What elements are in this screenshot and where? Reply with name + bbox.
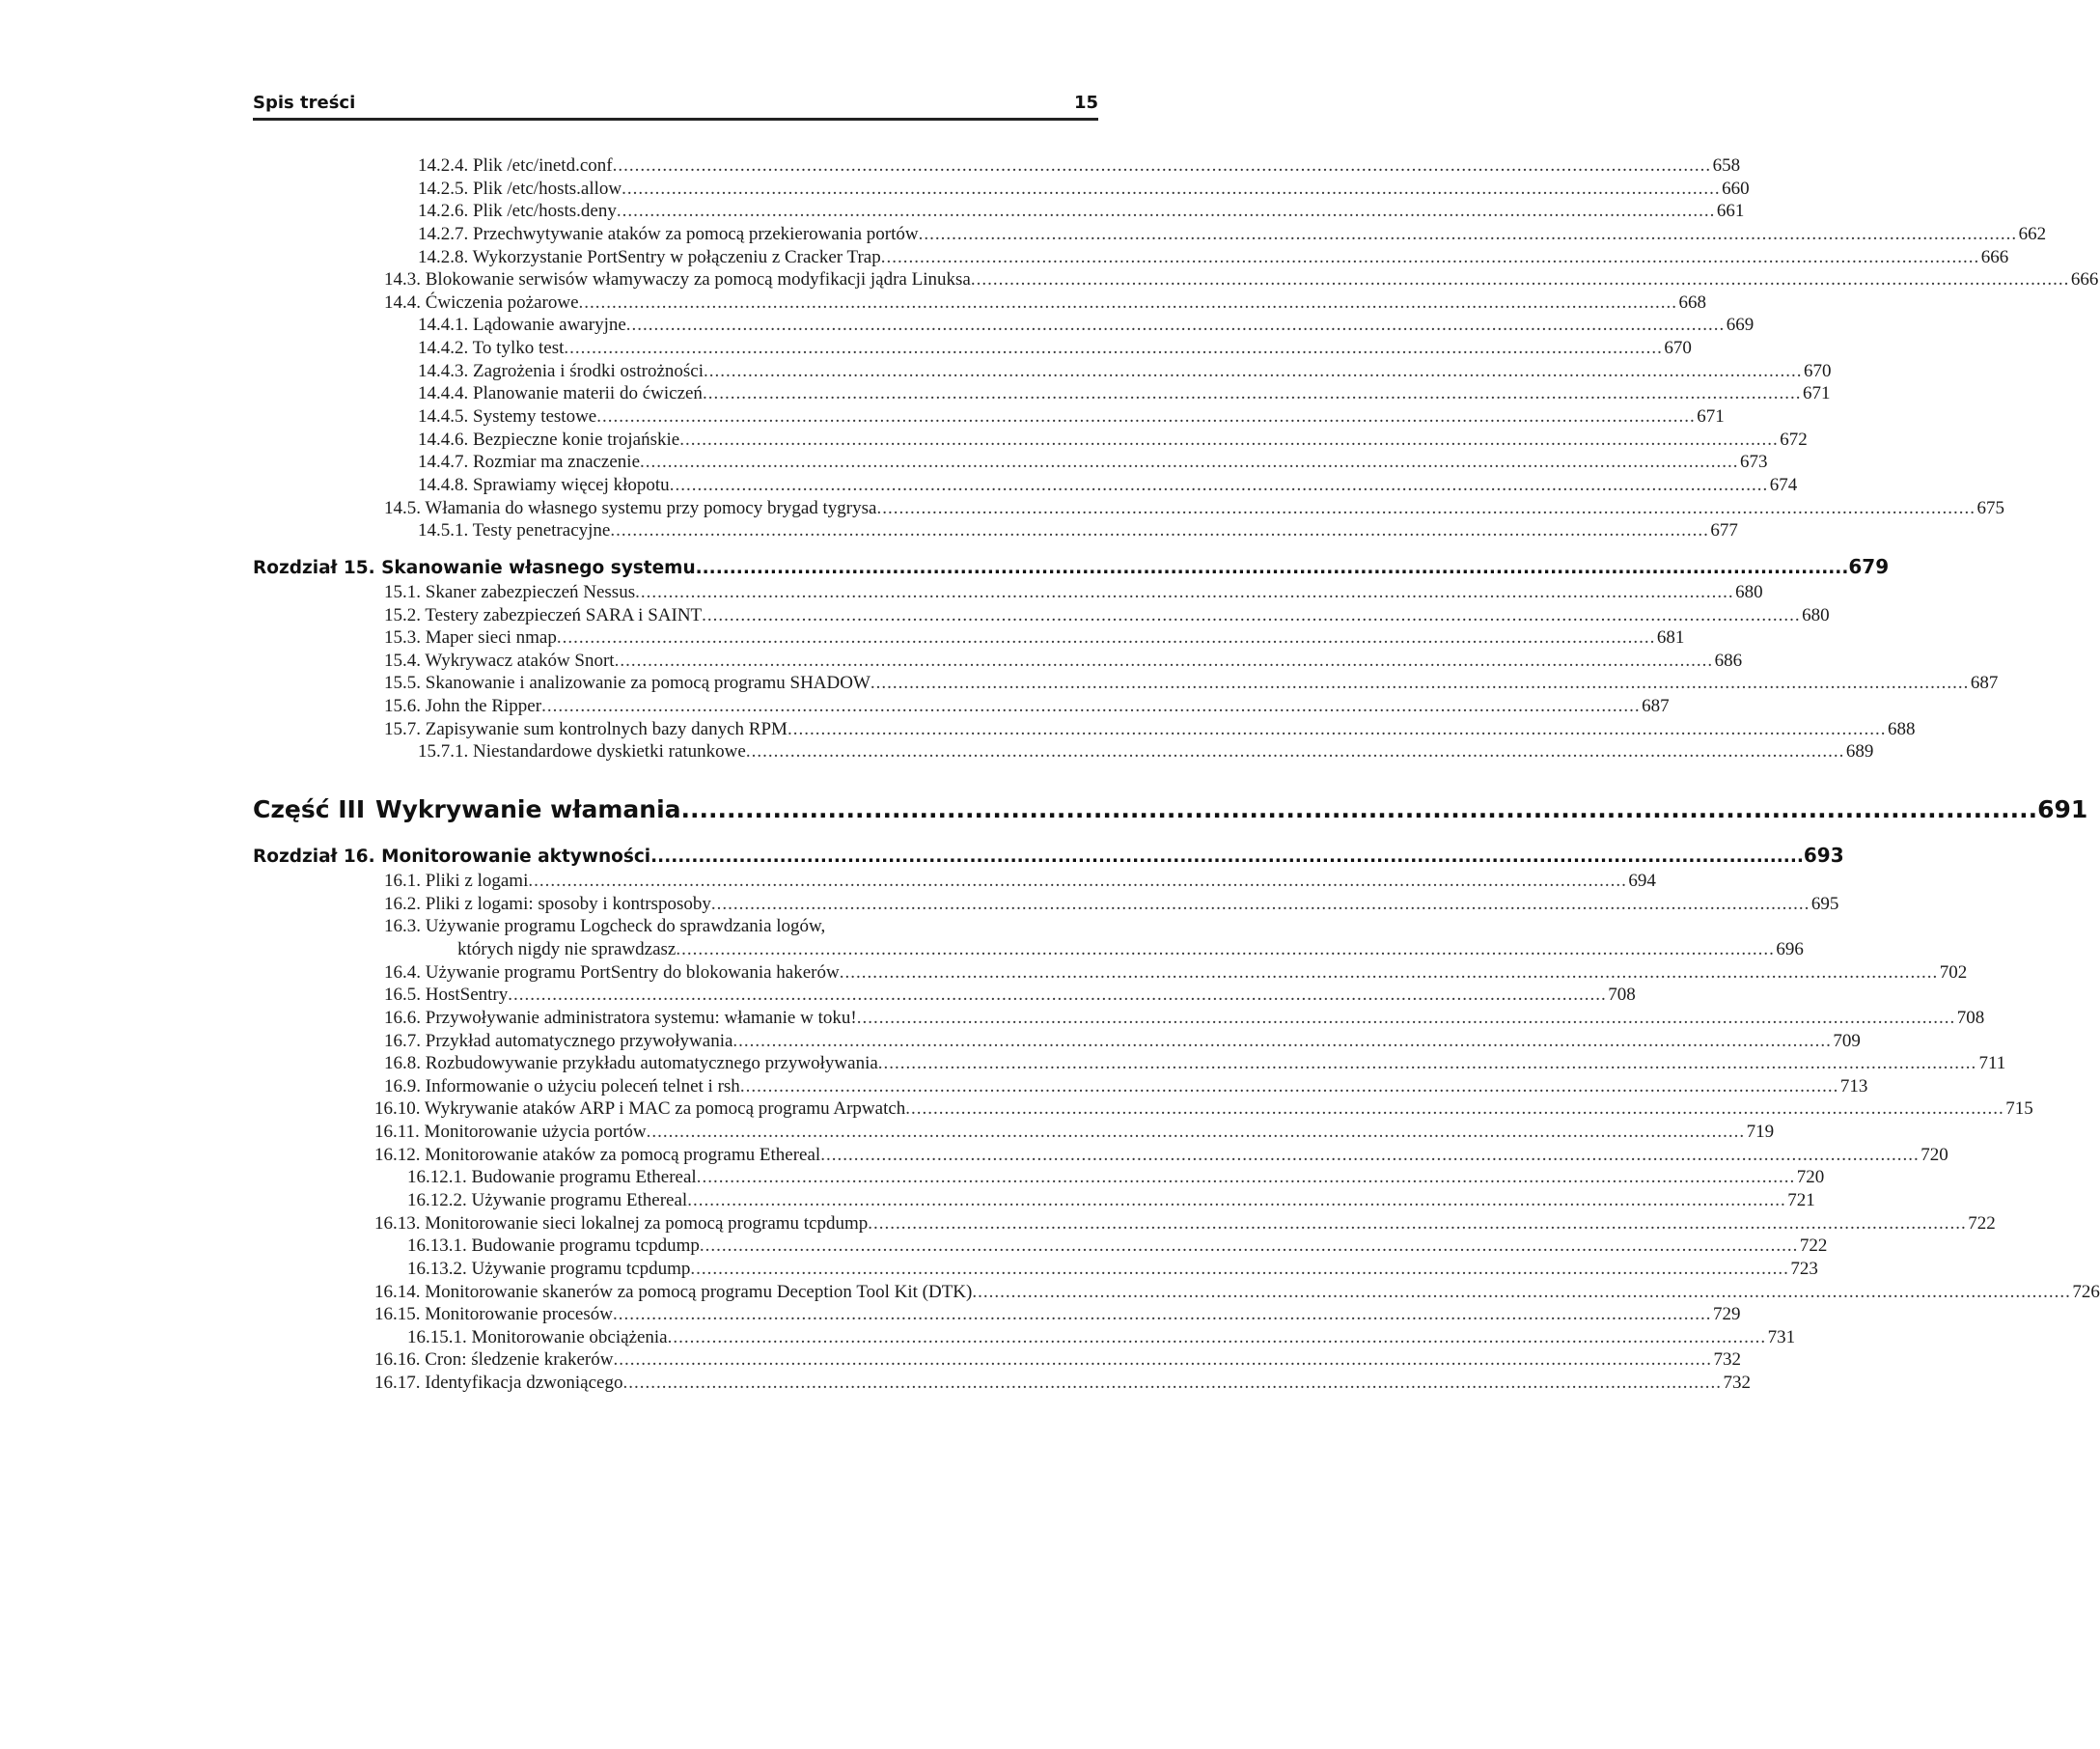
toc-entry-label: 15.7. Zapisywanie sum kontrolnych bazy danych RPM: [384, 718, 788, 739]
toc-entry[interactable]: [253, 519, 1738, 542]
toc-entry-label: 14.3. Blokowanie serwisów włamywaczy za pomocą modyfikacji jądra Linuksa: [384, 269, 971, 291]
toc-entry-page: 672: [1780, 429, 1808, 450]
toc-entry-page: 669: [1726, 315, 1755, 336]
toc-entry[interactable]: [253, 626, 1685, 650]
toc-entry[interactable]: [253, 581, 1763, 604]
toc-entry-first-line[interactable]: 16.3. Używanie programu Logcheck do sprawdzania logów,: [384, 916, 826, 937]
dot-leader: [679, 429, 1779, 452]
toc-entry-label: 14.4.2. To tylko test: [418, 338, 565, 359]
toc-entry[interactable]: [253, 337, 1692, 360]
dot-leader: [528, 870, 1627, 893]
toc-entry-label: 14.2.7. Przechwytywanie ataków za pomocą przekierowania portów: [418, 223, 919, 244]
dot-leader: [670, 474, 1769, 497]
toc-entry-page: 661: [1716, 201, 1745, 222]
toc-entry-label: 15.1. Skaner zabezpieczeń Nessus: [384, 581, 636, 602]
toc-entry[interactable]: [253, 1075, 1868, 1098]
toc-entry[interactable]: [253, 893, 1839, 916]
dot-leader: [702, 604, 1801, 627]
dot-leader: [704, 360, 1803, 383]
toc-entry-page: 713: [1839, 1075, 1868, 1097]
toc-entry-label: 16.13.1. Budowanie programu tcpdump: [407, 1235, 700, 1257]
dot-leader: [690, 1258, 1789, 1281]
toc-entry-label: 15.7.1. Niestandardowe dyskietki ratunkowe: [418, 741, 746, 763]
toc-entry[interactable]: [253, 1281, 2100, 1304]
toc-entry-page: 686: [1714, 650, 1743, 671]
toc-entry-page: 708: [1608, 985, 1636, 1006]
toc-entry[interactable]: [253, 984, 1636, 1007]
toc-entry-page: 687: [1642, 696, 1670, 717]
toc-entry[interactable]: [253, 1007, 1985, 1030]
toc-entry-label: 14.2.5. Plik /etc/hosts.allow: [418, 178, 622, 199]
dot-leader: [700, 1235, 1799, 1258]
toc-entry-label: 14.4. Ćwiczenia pożarowe: [384, 292, 579, 313]
dot-leader: [687, 1189, 1786, 1212]
toc-entry[interactable]: [253, 200, 1745, 223]
toc-entry[interactable]: [253, 1348, 1741, 1372]
toc-entry-page: 694: [1628, 871, 1656, 892]
toc-entry-page: 674: [1769, 474, 1798, 495]
toc-entry-label: 15.3. Maper sieci nmap: [384, 627, 557, 649]
toc-entry[interactable]: [253, 451, 1768, 474]
toc-entry-label: 16.11. Monitorowanie użycia portów: [374, 1122, 647, 1143]
dot-leader: [635, 581, 1734, 604]
dot-leader: [579, 292, 1678, 315]
toc-entry-page: 681: [1656, 627, 1685, 649]
dot-leader: [622, 178, 1721, 201]
toc-entry[interactable]: [253, 672, 1999, 695]
toc-entry-page: 689: [1845, 741, 1874, 763]
dot-leader: [564, 337, 1663, 360]
toc-entry-page: 708: [1956, 1007, 1985, 1028]
toc-entry[interactable]: [253, 1189, 1815, 1212]
toc-entry-page: 666: [1980, 246, 2009, 267]
toc-entry-label: których nigdy nie sprawdzasz: [457, 938, 677, 959]
toc-entry-page: 709: [1833, 1030, 1861, 1051]
dot-leader: [870, 672, 1970, 695]
dot-leader: [610, 519, 1709, 542]
toc-entry[interactable]: [253, 268, 2099, 292]
toc-entry-label: 16.16. Cron: śledzenie krakerów: [374, 1349, 614, 1371]
toc-entry-page: 658: [1712, 155, 1741, 176]
dot-leader: [876, 497, 1976, 520]
toc-entry-label: 14.2.6. Plik /etc/hosts.deny: [418, 201, 617, 222]
toc-entry-page: 726: [2072, 1281, 2100, 1302]
toc-entry-page: 719: [1746, 1122, 1775, 1143]
dot-leader: [840, 961, 1939, 985]
toc-entry[interactable]: [253, 740, 1874, 763]
toc-entry-label: 14.4.6. Bezpieczne konie trojańskie: [418, 429, 680, 450]
chapter-title: Rozdział 16. Monitorowanie aktywności: [253, 847, 651, 868]
toc-entry-page: 695: [1810, 893, 1839, 914]
toc-entry-page: 680: [1735, 581, 1763, 602]
toc-entry-label: 16.4. Używanie programu PortSentry do blokowania hakerów: [384, 961, 840, 983]
toc-entry[interactable]: [253, 1121, 1775, 1144]
toc-entry-page: 720: [1796, 1167, 1825, 1188]
dot-leader: [613, 1348, 1712, 1372]
toc-entry[interactable]: [253, 154, 1741, 178]
dot-leader: [596, 405, 1696, 429]
toc-entry-label: 16.1. Pliki z logami: [384, 871, 529, 892]
toc-entry[interactable]: [253, 1326, 1796, 1349]
part-title: Wykrywanie włamania: [375, 795, 681, 824]
toc-entry-page: 671: [1697, 406, 1725, 428]
dot-leader: [697, 1166, 1796, 1189]
dot-leader: [919, 223, 2018, 246]
dot-leader: [820, 1144, 1920, 1167]
toc-entry[interactable]: [253, 178, 1750, 201]
dot-leader: [647, 1121, 1746, 1144]
toc-entry-label: 16.15.1. Monitorowanie obciążenia: [407, 1326, 668, 1347]
toc-entry[interactable]: [253, 1030, 1861, 1053]
toc-entry-page: 723: [1790, 1258, 1818, 1279]
toc-entry-label: 16.5. HostSentry: [384, 985, 509, 1006]
toc-entry[interactable]: [253, 1372, 1751, 1395]
toc-entry-label: 16.10. Wykrywanie ataków ARP i MAC za pomocą programu Arpwatch: [374, 1098, 906, 1120]
toc-entry[interactable]: [253, 314, 1755, 337]
dot-leader: [905, 1097, 2004, 1121]
dot-leader: [868, 1212, 1967, 1235]
dot-leader: [711, 893, 1810, 916]
toc-entry-label: 14.4.3. Zagrożenia i środki ostrożności: [418, 360, 705, 381]
dot-leader: [650, 843, 1804, 872]
toc-entry-page: 731: [1767, 1326, 1796, 1347]
toc-entry-page: 732: [1723, 1373, 1751, 1394]
dot-leader: [881, 246, 1980, 269]
toc-entry-page: 729: [1712, 1304, 1741, 1325]
chapter-title: Rozdział 15. Skanowanie własnego systemu: [253, 557, 696, 578]
toc-entry-label: 16.13.2. Używanie programu tcpdump: [407, 1258, 691, 1279]
toc-entry[interactable]: [253, 497, 2004, 520]
table-of-contents: [253, 154, 2100, 1395]
part-number: Część III: [253, 795, 366, 824]
toc-entry-label: 14.5. Włamania do własnego systemu przy pomocy brygad tygrysa: [384, 497, 877, 518]
toc-entry-page: 660: [1722, 178, 1750, 199]
toc-entry-label: 16.14. Monitorowanie skanerów za pomocą programu Deception Tool Kit (DTK): [374, 1281, 973, 1302]
dot-leader: [622, 1372, 1722, 1395]
toc-entry-page: 687: [1970, 673, 1999, 694]
dot-leader: [541, 695, 1641, 718]
dot-leader: [681, 789, 2038, 831]
page-number: 15: [1073, 93, 1098, 113]
toc-entry-page: 702: [1939, 961, 1968, 983]
toc-entry[interactable]: [253, 1303, 1741, 1326]
dot-leader: [746, 740, 1845, 763]
toc-entry-page: 666: [2070, 269, 2099, 291]
toc-entry-label: 14.5.1. Testy penetracyjne: [418, 520, 611, 541]
toc-entry-label: 16.15. Monitorowanie procesów: [374, 1304, 613, 1325]
toc-entry[interactable]: [253, 292, 1707, 315]
chapter-heading[interactable]: [253, 552, 1890, 581]
section-title: Spis treści: [253, 93, 356, 113]
dot-leader: [972, 1281, 2071, 1304]
dot-leader: [617, 200, 1716, 223]
dot-leader: [676, 938, 1775, 961]
toc-entry-label: 16.12. Monitorowanie ataków za pomocą programu Ethereal: [374, 1144, 821, 1165]
toc-entry-label: 16.8. Rozbudowywanie przykładu automatycznego przywoływania: [384, 1053, 878, 1074]
toc-entry-label: 16.2. Pliki z logami: sposoby i kontrsposoby: [384, 893, 711, 914]
part-heading[interactable]: [253, 789, 2088, 831]
toc-entry[interactable]: [253, 246, 2009, 269]
dot-leader: [626, 314, 1726, 337]
toc-entry-label: 16.12.1. Budowanie programu Ethereal: [407, 1167, 697, 1188]
dot-leader: [857, 1007, 1956, 1030]
toc-entry[interactable]: [253, 1144, 1948, 1167]
toc-entry-page: 670: [1804, 360, 1832, 381]
toc-entry[interactable]: [253, 223, 2047, 246]
toc-entry-label: 15.4. Wykrywacz ataków Snort: [384, 650, 615, 671]
dot-leader: [508, 984, 1607, 1007]
toc-entry[interactable]: [253, 604, 1830, 627]
toc-entry-page: 722: [1968, 1212, 1996, 1234]
toc-entry-label: 14.4.1. Lądowanie awaryjne: [418, 315, 626, 336]
toc-entry-label: 15.6. John the Ripper: [384, 696, 542, 717]
toc-entry[interactable]: [253, 650, 1743, 673]
toc-entry-page: 711: [1978, 1053, 2006, 1074]
dot-leader: [640, 451, 1739, 474]
dot-leader: [613, 154, 1712, 178]
part-page: 691: [2037, 795, 2088, 824]
toc-entry-label: 16.6. Przywoływanie administratora systemu: włamanie w toku!: [384, 1007, 857, 1028]
toc-entry-page: 675: [1976, 497, 2004, 518]
toc-entry-page: 696: [1776, 938, 1804, 959]
toc-entry[interactable]: [253, 718, 1916, 741]
toc-entry[interactable]: [253, 474, 1798, 497]
toc-entry-label: 16.13. Monitorowanie sieci lokalnej za pomocą programu tcpdump: [374, 1212, 869, 1234]
dot-leader: [668, 1326, 1767, 1349]
toc-entry[interactable]: [253, 1235, 1828, 1258]
toc-entry-label: 16.17. Identyfikacja dzwoniącego: [374, 1373, 623, 1394]
dot-leader: [732, 1030, 1832, 1053]
toc-entry-page: 720: [1920, 1144, 1948, 1165]
dot-leader: [557, 626, 1656, 650]
dot-leader: [788, 718, 1887, 741]
toc-entry[interactable]: [253, 695, 1670, 718]
toc-entry[interactable]: [253, 1097, 2033, 1121]
toc-entry[interactable]: [253, 429, 1808, 452]
toc-entry[interactable]: [253, 1258, 1818, 1281]
toc-entry[interactable]: [253, 870, 1656, 893]
toc-entry-label: 15.2. Testery zabezpieczeń SARA i SAINT: [384, 604, 703, 625]
toc-entry[interactable]: [253, 405, 1725, 429]
toc-entry-page: 671: [1802, 383, 1831, 404]
dot-leader: [703, 382, 1802, 405]
toc-entry[interactable]: [253, 1212, 1996, 1235]
toc-entry-page: 722: [1799, 1235, 1828, 1257]
toc-entry[interactable]: [253, 961, 1968, 985]
dot-leader: [878, 1052, 1977, 1075]
toc-entry[interactable]: [253, 1166, 1825, 1189]
chapter-page: 693: [1803, 844, 1844, 868]
toc-entry-label: 16.7. Przykład automatycznego przywoływania: [384, 1030, 733, 1051]
toc-entry-label: 14.2.4. Plik /etc/inetd.conf: [418, 155, 613, 176]
toc-entry-label: 15.5. Skanowanie i analizowanie za pomocą programu SHADOW: [384, 673, 870, 694]
chapter-heading[interactable]: [253, 841, 1844, 870]
toc-entry[interactable]: [253, 382, 1831, 405]
dot-leader: [971, 268, 2070, 292]
toc-entry-label: 14.2.8. Wykorzystanie PortSentry w połączeniu z Cracker Trap: [418, 246, 881, 267]
toc-entry-page: 668: [1678, 292, 1707, 313]
toc-entry-page: 715: [2005, 1098, 2033, 1120]
toc-entry-page: 662: [2018, 223, 2047, 244]
toc-entry-page: 673: [1740, 452, 1768, 473]
toc-entry-page: 670: [1664, 338, 1692, 359]
toc-entry-page: 688: [1887, 718, 1916, 739]
toc-entry-page: 680: [1802, 604, 1830, 625]
toc-entry-label: 14.4.4. Planowanie materii do ćwiczeń: [418, 383, 703, 404]
dot-leader: [696, 554, 1849, 583]
toc-entry-page: 677: [1710, 520, 1738, 541]
toc-entry-label: 14.4.5. Systemy testowe: [418, 406, 597, 428]
toc-entry[interactable]: [253, 1052, 2006, 1075]
toc-entry[interactable]: [253, 938, 1804, 961]
toc-entry-label: 16.12.2. Używanie programu Ethereal: [407, 1189, 688, 1210]
toc-entry-page: 721: [1787, 1189, 1815, 1210]
dot-leader: [613, 1303, 1712, 1326]
chapter-page: 679: [1848, 554, 1890, 578]
toc-entry[interactable]: [253, 360, 1832, 383]
toc-entry-label: 14.4.8. Sprawiamy więcej kłopotu: [418, 474, 670, 495]
running-header: [253, 93, 1098, 121]
toc-entry-label: 16.9. Informowanie o użyciu poleceń telnet i rsh: [384, 1075, 740, 1097]
dot-leader: [615, 650, 1714, 673]
dot-leader: [740, 1075, 1839, 1098]
toc-entry-label: 14.4.7. Rozmiar ma znaczenie: [418, 452, 641, 473]
toc-entry-page: 732: [1713, 1349, 1741, 1371]
